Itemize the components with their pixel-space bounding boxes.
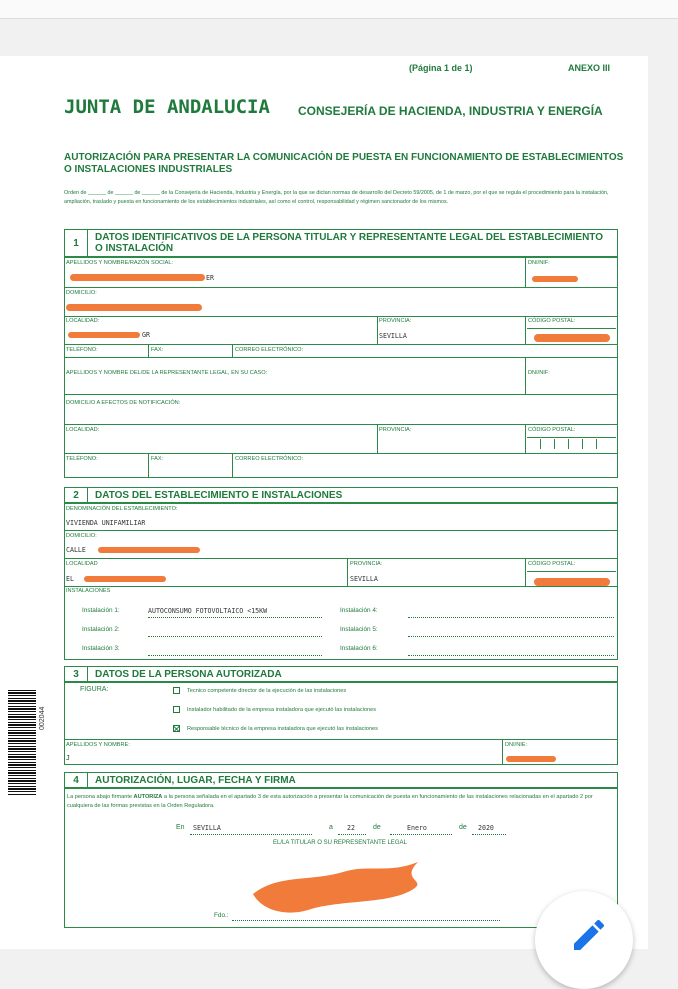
s3-name-value: J [66,754,70,762]
s4-en-label: En [176,824,185,831]
s1-name-label: APELLIDOS Y NOMBRE/RAZÓN SOCIAL: [66,260,174,266]
s4-a-label: a [329,824,333,831]
signature-redaction [248,852,438,922]
s4-de1-label: de [373,824,381,831]
s1-rep-dni-label: DNI/NIF: [528,370,550,376]
s2-postal-label: CÓDIGO POSTAL: [528,561,576,567]
s1-name-value: ER [206,274,214,282]
s1-locality2-label: LOCALIDAD: [66,427,100,433]
s2-inst2-label: Instalación 2: [82,626,120,633]
s2-inst3-label: Instalación 3: [82,645,120,652]
barcode-number: 002044 [39,706,46,730]
s2-inst4-label: Instalación 4: [340,607,378,614]
s4-holder-label: EL/LA TITULAR O SU REPRESENTANTE LEGAL [273,840,407,846]
s2-installs-label: INSTALACIONES [66,588,111,594]
section-3-title: DATOS DE LA PERSONA AUTORIZADA [95,669,282,680]
s2-denom-label: DENOMINACIÓN DEL ESTABLECIMIENTO: [66,506,178,512]
s3-figure-label: FIGURA: [80,686,109,693]
s3-opt2: Instalador habilitado de la empresa instaladora que ejecutó las instalaciones [187,707,377,713]
option-3-checkbox[interactable] [173,725,180,732]
s1-phone2-label: TELÉFONO: [66,456,98,462]
section-4-title: AUTORIZACIÓN, LUGAR, FECHA Y FIRMA [95,775,296,786]
page-number: (Página 1 de 1) [409,63,473,73]
redaction [84,576,166,582]
redaction [68,332,140,338]
redaction [532,276,578,282]
section-4-number: 4 [65,773,88,787]
s3-name-label: APELLIDOS Y NOMBRE: [66,742,130,748]
s4-month-value: Enero [407,824,427,832]
s2-inst1-label: Instalación 1: [82,607,120,614]
edit-fab-button[interactable] [535,891,633,989]
department-name: CONSEJERÍA DE HACIENDA, INDUSTRIA Y ENERGÍA [298,104,603,118]
section-4-header [64,772,618,788]
s1-fax-label: FAX: [151,347,164,353]
s4-place-value: SEVILLA [193,824,221,832]
section-3-body [64,682,618,765]
s1-dni-label: DNI/NIF: [528,260,550,266]
barcode [8,690,36,796]
section-3-number: 3 [65,667,88,681]
s2-address-value: CALLE [66,546,86,554]
s1-rep-label: APELLIDOS Y NOMBRE DEL/DE LA REPRESENTANTE LEGAL, EN SU CASO: [66,370,268,376]
s2-locality-label: LOCALIDAD [66,561,98,567]
s1-province-label: PROVINCIA: [379,318,412,324]
s1-locality-value: GR [142,331,150,339]
s1-email2-label: CORREO ELECTRÓNICO: [235,456,304,462]
section-1-title: DATOS IDENTIFICATIVOS DE LA PERSONA TITULAR Y REPRESENTANTE LEGAL DEL ESTABLECIMIENTO O INSTALACIÓN [95,232,604,254]
s1-postal-label: CÓDIGO POSTAL: [528,318,576,324]
s4-day-value: 22 [347,824,355,832]
section-2-number: 2 [65,488,88,502]
section-1-number: 1 [65,230,88,256]
intro-text: Orden de ______ de ______ de ______ de la Consejería de Hacienda, Industria y Energía, por la que se dictan normas de desarrollo del Decreto 59/2005, de 1 de marzo, por el que se regula el procedimiento para la instalación, ampliación, traslado y puesta en funcionamiento de los establecimientos industriales, así como el control, responsabilidad y régimen sancionador de los mismos. [64,190,609,205]
s4-year-value: 2020 [478,824,494,832]
s1-locality-label: LOCALIDAD: [66,318,100,324]
option-2-checkbox[interactable] [173,706,180,713]
section-1-header [64,229,618,257]
s1-province2-label: PROVINCIA: [379,427,412,433]
redaction [534,578,610,586]
s1-phone-label: TELÉFONO: [66,347,98,353]
s1-fax2-label: FAX: [151,456,164,462]
document-title: AUTORIZACIÓN PARA PRESENTAR LA COMUNICACIÓN DE PUESTA EN FUNCIONAMIENTO DE ESTABLECIMIENTOS O INSTALACIONES INDUSTRIALES [64,152,624,175]
redaction [534,334,610,342]
section-3-header [64,666,618,682]
s4-authorization-text: La persona abajo firmante AUTORIZA a la persona señalada en el apartado 3 de esta autorización a presentar la comunicación de puesta en funcionamiento de las instalaciones relacionadas en el apartado 2 por cualquiera de las formas previstas en la Orden Reguladora. [67,794,593,809]
section-2-header [64,487,618,503]
s2-inst1-value: AUTOCONSUMO FOTOVOLTAICO <15KW [148,607,268,615]
s2-province-label: PROVINCIA: [350,561,383,567]
option-1-checkbox[interactable] [173,687,180,694]
annex-label: ANEXO III [568,63,611,73]
s2-inst6-label: Instalación 6: [340,645,378,652]
s3-opt1: Tecnico competente director de la ejecución de las instalaciones [187,688,347,694]
redaction [70,274,205,281]
s1-notif-label: DOMICILIO A EFECTOS DE NOTIFICACIÓN: [66,400,181,406]
s2-locality-value: EL [66,575,74,583]
redaction [98,547,200,553]
brand-logo-text: JUNTA DE ANDALUCIA [64,96,270,118]
s3-dni-label: DNI/NIE: [505,742,528,748]
s3-opt3: Responsable técnico de la empresa instaladora que ejecutó las instalaciones [187,726,378,732]
s2-province-value: SEVILLA [350,575,378,583]
section-2-title: DATOS DEL ESTABLECIMIENTO E INSTALACIONES [95,490,343,501]
s4-de2-label: de [459,824,467,831]
s2-inst5-label: Instalación 5: [340,626,378,633]
s1-postal2-label: CÓDIGO POSTAL: [528,427,576,433]
s2-denom-value: VIVIENDA UNIFAMILIAR [66,519,146,527]
s1-email-label: CORREO ELECTRÓNICO: [235,347,304,353]
s2-address-label: DOMICILIO: [66,533,97,539]
pencil-icon [569,915,609,955]
s1-address-label: DOMICILIO: [66,290,97,296]
s4-sign-label: Fdo.: [214,912,229,919]
redaction [506,756,556,762]
s1-province-value: SEVILLA [379,332,407,340]
viewer-top-bar [0,0,678,19]
redaction [66,304,202,311]
